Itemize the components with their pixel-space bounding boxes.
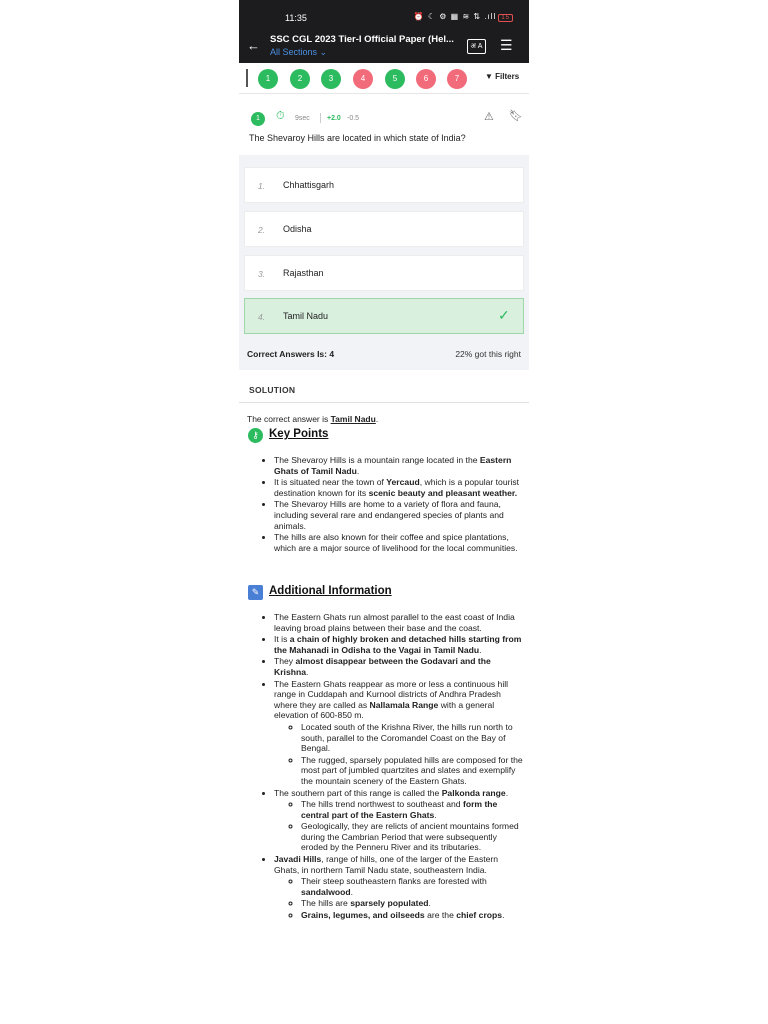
key-points-heading: Key Points (269, 428, 329, 440)
hamburger-icon[interactable]: ☰ (500, 37, 513, 53)
question-nav-5[interactable]: 5 (385, 69, 405, 89)
option-number: 3. (258, 269, 266, 279)
question-nav-6[interactable]: 6 (416, 69, 436, 89)
option-text: Tamil Nadu (283, 311, 329, 321)
option-2[interactable] (244, 211, 524, 247)
option-number: 4. (258, 312, 266, 322)
phone-screen (239, 0, 529, 1024)
page-title: SSC CGL 2023 Tier-I Official Paper (Hel... (270, 34, 454, 45)
list-item: ◦ The rugged, sparsely populated hills are composed for the most part of jumbled quartzites and slates and exemplify the mountain scenery of the Eastern Ghats. (301, 755, 524, 787)
list-item: • It is situated near the town of Yercaud, which is a popular tourist destination known for its scenic beauty and pleasant weather. (274, 477, 524, 498)
list-item: • Javadi Hills, range of hills, one of the larger of the Eastern Ghats, in northern Tamil Nadu state, southeastern India. ◦ Their steep southeastern flanks are forested with sandalwood. ◦ The hills are sparsely populated. ◦ Grains, legumes, and oilseeds are the chief crops. (274, 854, 524, 921)
arrow-left-icon[interactable]: ← (247, 38, 260, 53)
question-navigator (239, 63, 529, 94)
option-1[interactable] (244, 167, 524, 203)
key-points-list (260, 455, 524, 554)
list-item: • The southern part of this range is called the Palkonda range. ◦ The hills trend northwest to southeast and form the central part of the Eastern Ghats. ◦ Geologically, they are relicts of ancient mountains formed during the Cambrian Period that were subsequently eroded by the Penneru River and its tributaries. (274, 788, 524, 854)
option-4[interactable] (244, 298, 524, 334)
document-edit-icon: ✎ (248, 585, 263, 600)
correct-answer-statement: The correct answer is Tamil Nadu. (247, 414, 379, 424)
option-text: Rajasthan (283, 268, 324, 278)
list-item: ◦ Their steep southeastern flanks are forested with sandalwood. (301, 876, 524, 897)
list-item: • It is a chain of highly broken and detached hills starting from the Mahanadi in Odisha to the Vagai in Tamil Nadu. (274, 634, 524, 655)
list-item: ◦ The hills are sparsely populated. (301, 898, 524, 909)
status-time: 11:35 (285, 13, 307, 23)
filter-icon: ▼ (485, 72, 493, 81)
question-header (239, 100, 529, 150)
option-number: 2. (258, 225, 266, 235)
option-3[interactable] (244, 255, 524, 291)
question-text: The Shevaroy Hills are located in which state of India? (249, 133, 466, 143)
list-item: • They almost disappear between the Godavari and the Krishna. (274, 656, 524, 677)
list-item: ◦ Located south of the Krishna River, the hills run north to south, parallel to the Coromandel Coast on the Bay of Bengal. (301, 722, 524, 754)
solution-label: SOLUTION (249, 385, 296, 395)
question-nav-3[interactable]: 3 (321, 69, 341, 89)
filters-button[interactable]: ▼ Filters (485, 72, 520, 81)
solution-divider (239, 402, 529, 403)
additional-information-heading: Additional Information (269, 585, 392, 597)
correct-answer-label: Correct Answers Is: 4 (247, 349, 335, 359)
option-text: Odisha (283, 224, 312, 234)
navigator-divider (246, 69, 248, 87)
checkmark-icon: ✓ (498, 307, 510, 323)
list-item: • The hills are also known for their coffee and spice plantations, which are a major source of livelihood for the local communities. (274, 532, 524, 553)
question-nav-2[interactable]: 2 (290, 69, 310, 89)
list-item: • The Eastern Ghats reappear as more or less a continuous hill range in Cuddapah and Kurnool districts of Andhra Pradesh where they are called as Nallamala Range with a general elevation of 600-850 m. ◦ Located south of the Krishna River, the hills run north to south, parallel to the Coromandel Coast on the Bay of Bengal. ◦ The rugged, sparsely populated hills are composed for the most part of jumbled quartzites and slates and exemplify the mountain scenery of the Eastern Ghats. (274, 679, 524, 787)
question-number-badge: 1 (251, 112, 265, 126)
positive-marks: +2.0 (327, 115, 341, 122)
all-sections-dropdown[interactable]: All Sections ⌄ (270, 47, 328, 57)
list-item: • The Shevaroy Hills are home to a variety of flora and fauna, including several rare and endangered species of plants and animals. (274, 499, 524, 531)
question-nav-4[interactable]: 4 (353, 69, 373, 89)
stopwatch-icon: ⏱ (276, 110, 285, 122)
options-area (239, 155, 529, 370)
status-bar (239, 0, 529, 30)
additional-info-list (260, 612, 524, 922)
list-item: ◦ Grains, legumes, and oilseeds are the chief crops. (301, 910, 524, 921)
language-toggle-icon[interactable]: अ A (467, 39, 486, 54)
question-nav-1[interactable]: 1 (258, 69, 278, 89)
key-icon: ⚷ (248, 428, 263, 443)
report-warning-icon[interactable]: ⚠ (484, 111, 494, 123)
negative-marks: -0.5 (347, 115, 360, 122)
battery-icon: 15 (498, 14, 513, 22)
list-item: ◦ Geologically, they are relicts of ancient mountains formed during the Cambrian Period that were subsequently eroded by the Penneru River and its tributaries. (301, 821, 524, 853)
list-item: • The Shevaroy Hills is a mountain range located in the Eastern Ghats of Tamil Nadu. (274, 455, 524, 476)
status-icons: ⏰ ☾ ⚙ ▦ ≋ ⇅ .ıll 15 (414, 12, 513, 22)
list-item: ◦ The hills trend northwest to southeast and form the central part of the Eastern Ghats. (301, 799, 524, 820)
list-item: • The Eastern Ghats run almost parallel to the east coast of India leaving broad plains between their base and the coast. (274, 612, 524, 633)
option-number: 1. (258, 181, 266, 191)
percent-correct: 22% got this right (455, 349, 521, 359)
option-text: Chhattisgarh (283, 180, 335, 190)
time-taken: 9sec (295, 115, 310, 122)
bookmark-icon[interactable]: 🔖︎ (509, 110, 523, 122)
app-bar (239, 30, 529, 63)
marks-divider (320, 113, 321, 123)
question-nav-7[interactable]: 7 (447, 69, 467, 89)
